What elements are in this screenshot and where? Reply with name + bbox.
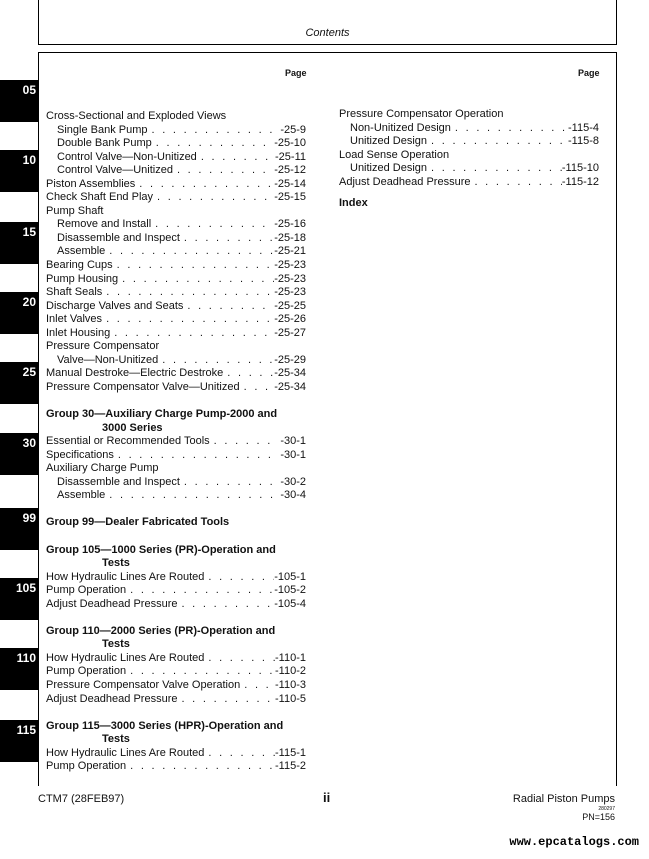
toc-right-column: [339, 108, 599, 211]
toc-entry-page: -25-23: [274, 272, 306, 285]
section-tab-99: [0, 508, 38, 550]
toc-entry-label: Control Valve—Non-Unitized: [57, 150, 197, 163]
toc-group-label-cont: Tests: [102, 733, 130, 746]
toc-entry-page: -25-9: [280, 123, 306, 136]
toc-entry-label: Specifications: [46, 448, 114, 461]
toc-entry-label: Double Bank Pump: [57, 137, 152, 150]
toc-entry-page: -110-1: [275, 651, 306, 664]
toc-entry-label: Adjust Deadhead Pressure: [46, 597, 178, 610]
page-column-header-left: Page: [285, 68, 307, 78]
toc-group-label: Group 99—Dealer Fabricated Tools: [46, 516, 230, 529]
toc-entry-label: Discharge Valves and Seats: [46, 299, 184, 312]
section-tab-20: [0, 292, 38, 334]
toc-entry-label: Piston Assemblies: [46, 177, 136, 190]
toc-entry-page: -30-1: [280, 435, 306, 448]
dot-leader: [427, 135, 568, 149]
section-tab-label: 15: [22, 225, 36, 239]
dot-leader: [180, 232, 274, 246]
toc-entry[interactable]: [46, 476, 306, 490]
spacer: [46, 611, 306, 625]
toc-entry[interactable]: [46, 218, 306, 232]
toc-entry[interactable]: [46, 693, 306, 707]
toc-entry-page: -105-2: [274, 584, 306, 597]
toc-group-label-cont: 3000 Series: [102, 421, 163, 434]
spacer: [46, 394, 306, 408]
toc-entry-label: Inlet Housing: [46, 326, 111, 339]
toc-entry-label: Pump Operation: [46, 584, 127, 597]
toc-entry[interactable]: [339, 135, 599, 149]
toc-entry-label: Valve—Non-Unitized: [57, 353, 159, 366]
section-tab-label: 99: [22, 511, 36, 525]
toc-entry-label: Manual Destroke—Electric Destroke: [46, 367, 224, 380]
toc-entry-label: How Hydraulic Lines Are Routed: [46, 570, 205, 583]
toc-entry-label: Shaft Seals: [46, 286, 103, 299]
footer-pn: PN=156: [582, 812, 615, 822]
toc-entry-page: -115-12: [561, 175, 599, 188]
toc-group-title: [339, 197, 599, 211]
dot-leader: [223, 367, 274, 381]
section-tab-25: [0, 362, 38, 404]
spacer: [46, 530, 306, 544]
dot-leader: [204, 652, 275, 666]
toc-entry[interactable]: [46, 652, 306, 666]
toc-entry[interactable]: [46, 232, 306, 246]
dot-leader: [118, 273, 274, 287]
toc-entry[interactable]: [46, 449, 306, 463]
toc-entry[interactable]: [46, 151, 306, 165]
toc-entry-page: -115-8: [568, 135, 599, 148]
footer-date-code: 280297: [598, 806, 615, 812]
page-column-header-right: Page: [578, 68, 600, 78]
toc-entry-page: -25-10: [274, 137, 306, 150]
toc-entry-page: -115-4: [568, 121, 599, 134]
toc-entry-label: Check Shaft End Play: [46, 191, 154, 204]
toc-entry-page: -25-12: [274, 164, 306, 177]
footer-manual-id: CTM7 (28FEB97): [38, 793, 125, 805]
toc-entry-page: -25-29: [274, 353, 306, 366]
dot-leader: [152, 137, 274, 151]
dot-leader: [210, 435, 276, 449]
toc-entry[interactable]: [46, 245, 306, 259]
toc-entry[interactable]: [46, 286, 306, 300]
toc-group-title: [46, 720, 306, 747]
toc-entry-label: Control Valve—Unitized: [57, 164, 173, 177]
dot-leader: [126, 584, 274, 598]
toc-entry-page: -25-27: [274, 326, 306, 339]
toc-group-label-cont: Tests: [102, 557, 130, 570]
toc-entry-label: Pump Housing: [46, 272, 119, 285]
toc-entry[interactable]: [339, 122, 599, 136]
toc-heading: Pump Shaft: [46, 204, 104, 217]
toc-entry-page: -115-2: [275, 760, 306, 773]
toc-entry[interactable]: [46, 571, 306, 585]
toc-entry-label: Pump Operation: [46, 760, 127, 773]
toc-entry[interactable]: [46, 259, 306, 273]
toc-entry[interactable]: [46, 747, 306, 761]
toc-group-label: Group 30—Auxiliary Charge Pump-2000 and: [46, 408, 278, 421]
toc-entry-page: -110-5: [275, 692, 306, 705]
toc-heading: Pressure Compensator Operation: [339, 108, 504, 120]
toc-entry-page: -105-1: [274, 570, 306, 583]
dot-leader: [173, 164, 274, 178]
footer-manual-title: Radial Piston Pumps: [512, 793, 615, 805]
toc-entry-label: Inlet Valves: [46, 313, 103, 326]
toc-entry-label: Disassemble and Inspect: [57, 231, 180, 244]
header-frame: [38, 0, 617, 45]
section-tab-label: 05: [22, 83, 36, 97]
toc-entry[interactable]: [46, 367, 306, 381]
page-title: Contents: [305, 27, 350, 39]
toc-entry[interactable]: [46, 124, 306, 138]
toc-entry-label: Disassemble and Inspect: [57, 475, 180, 488]
toc-entry-label: Assemble: [57, 245, 106, 258]
toc-entry-page: -25-23: [274, 259, 306, 272]
spacer: [339, 189, 599, 197]
toc-entry-label: Pressure Compensator Valve Operation: [46, 678, 241, 691]
section-tab-label: 10: [22, 153, 36, 167]
dot-leader: [102, 286, 274, 300]
toc-entry[interactable]: [46, 273, 306, 287]
dot-leader: [197, 151, 275, 165]
dot-leader: [105, 489, 276, 503]
toc-entry-page: -115-1: [275, 746, 306, 759]
dot-leader: [177, 693, 275, 707]
dot-leader: [110, 327, 274, 341]
toc-left-column: [46, 110, 306, 774]
toc-heading: Auxiliary Charge Pump: [46, 462, 159, 475]
section-tab-label: 110: [16, 651, 36, 665]
dot-leader: [105, 245, 274, 259]
toc-entry-page: -110-2: [275, 665, 306, 678]
dot-leader: [113, 259, 275, 273]
toc-heading: Cross-Sectional and Exploded Views: [46, 110, 227, 122]
dot-leader: [204, 747, 275, 761]
dot-leader: [126, 760, 275, 774]
section-tab-105: [0, 578, 38, 620]
section-tab-label: 30: [22, 436, 36, 450]
spacer: [46, 706, 306, 720]
toc-entry-label: Unitized Design: [350, 162, 428, 175]
toc-group-label-cont: Tests: [102, 638, 130, 651]
dot-leader: [135, 178, 274, 192]
dot-leader: [427, 162, 562, 176]
toc-entry[interactable]: [46, 665, 306, 679]
toc-entry-label: Bearing Cups: [46, 259, 113, 272]
section-tab-label: 105: [15, 581, 36, 595]
dot-leader: [180, 476, 276, 490]
section-tab-label: 115: [16, 723, 36, 737]
toc-entry-page: -25-14: [274, 177, 306, 190]
toc-entry[interactable]: [46, 300, 306, 314]
toc-group-label: Index: [339, 197, 368, 210]
dot-leader: [102, 313, 274, 327]
toc-entry-label: Non-Unitized Design: [350, 121, 451, 134]
toc-entry-page: -25-34: [274, 380, 306, 393]
dot-leader: [114, 449, 276, 463]
toc-entry[interactable]: [46, 489, 306, 503]
toc-group-label: Group 115—3000 Series (HPR)-Operation and: [46, 719, 284, 732]
toc-entry-page: -25-11: [275, 150, 306, 163]
toc-entry-page: -25-25: [274, 299, 306, 312]
dot-leader: [183, 300, 274, 314]
toc-group-label: Group 110—2000 Series (PR)-Operation and: [46, 624, 276, 637]
toc-group-title: [46, 516, 306, 530]
toc-entry-label: Pressure Compensator Valve—Unitized: [46, 380, 240, 393]
toc-entry-label: How Hydraulic Lines Are Routed: [46, 651, 205, 664]
toc-entry[interactable]: [46, 327, 306, 341]
toc-group-label: Group 105—1000 Series (PR)-Operation and: [46, 543, 276, 556]
toc-entry[interactable]: [46, 760, 306, 774]
toc-entry-page: -25-16: [274, 218, 306, 231]
toc-group-title: [46, 625, 306, 652]
toc-entry-label: How Hydraulic Lines Are Routed: [46, 746, 205, 759]
toc-entry[interactable]: [339, 162, 599, 176]
toc-entry-page: -25-26: [274, 313, 306, 326]
dot-leader: [451, 122, 568, 136]
dot-leader: [158, 354, 274, 368]
dot-leader: [240, 381, 275, 395]
section-tab-05: [0, 80, 38, 122]
toc-entry[interactable]: [46, 584, 306, 598]
toc-entry[interactable]: [46, 679, 306, 693]
toc-entry-page: -25-34: [274, 367, 306, 380]
toc-entry[interactable]: [46, 435, 306, 449]
toc-heading: Load Sense Operation: [339, 148, 450, 161]
toc-group-title: [46, 408, 306, 435]
toc-entry-page: -30-4: [280, 489, 306, 502]
toc-entry-label: Assemble: [57, 489, 106, 502]
toc-entry-label: Pump Operation: [46, 665, 127, 678]
toc-entry-label: Adjust Deadhead Pressure: [339, 175, 471, 188]
toc-entry-label: Essential or Recommended Tools: [46, 435, 210, 448]
section-tab-label: 25: [22, 365, 36, 379]
dot-leader: [148, 124, 277, 138]
toc-entry[interactable]: [46, 191, 306, 205]
toc-entry-label: Unitized Design: [350, 135, 428, 148]
section-tab-115: [0, 720, 38, 762]
dot-leader: [153, 191, 274, 205]
section-tab-30: [0, 433, 38, 475]
toc-entry[interactable]: [46, 164, 306, 178]
spacer: [46, 503, 306, 517]
toc-entry[interactable]: [46, 178, 306, 192]
toc-entry-page: -25-23: [274, 286, 306, 299]
toc-entry-label: Adjust Deadhead Pressure: [46, 692, 178, 705]
section-tab-110: [0, 648, 38, 690]
watermark: www.epcatalogs.com: [509, 835, 639, 849]
toc-entry[interactable]: [46, 354, 306, 368]
toc-group-title: [46, 544, 306, 571]
section-tab-15: [0, 222, 38, 264]
footer-page-number: ii: [323, 790, 331, 805]
toc-entry[interactable]: [46, 137, 306, 151]
toc-entry[interactable]: [46, 381, 306, 395]
toc-entry-label: Single Bank Pump: [57, 123, 148, 136]
dot-leader: [240, 679, 275, 693]
toc-entry-page: -25-15: [274, 191, 306, 204]
toc-entry-page: -115-10: [561, 162, 599, 175]
toc-entry[interactable]: [46, 598, 306, 612]
dot-leader: [204, 571, 274, 585]
toc-entry-page: -25-18: [274, 231, 306, 244]
toc-heading: Pressure Compensator: [46, 340, 160, 353]
section-tab-10: [0, 150, 38, 192]
toc-entry-page: -105-4: [274, 597, 306, 610]
toc-entry[interactable]: [339, 176, 599, 190]
toc-entry-page: -30-2: [280, 475, 306, 488]
toc-entry-page: -110-3: [275, 678, 306, 691]
dot-leader: [151, 218, 274, 232]
dot-leader: [177, 598, 274, 612]
toc-entry-label: Remove and Install: [57, 218, 152, 231]
toc-entry-page: -30-1: [280, 448, 306, 461]
toc-entry-page: -25-21: [274, 245, 306, 258]
dot-leader: [470, 176, 561, 190]
toc-entry[interactable]: [46, 313, 306, 327]
dot-leader: [126, 665, 275, 679]
section-tab-label: 20: [22, 295, 36, 309]
